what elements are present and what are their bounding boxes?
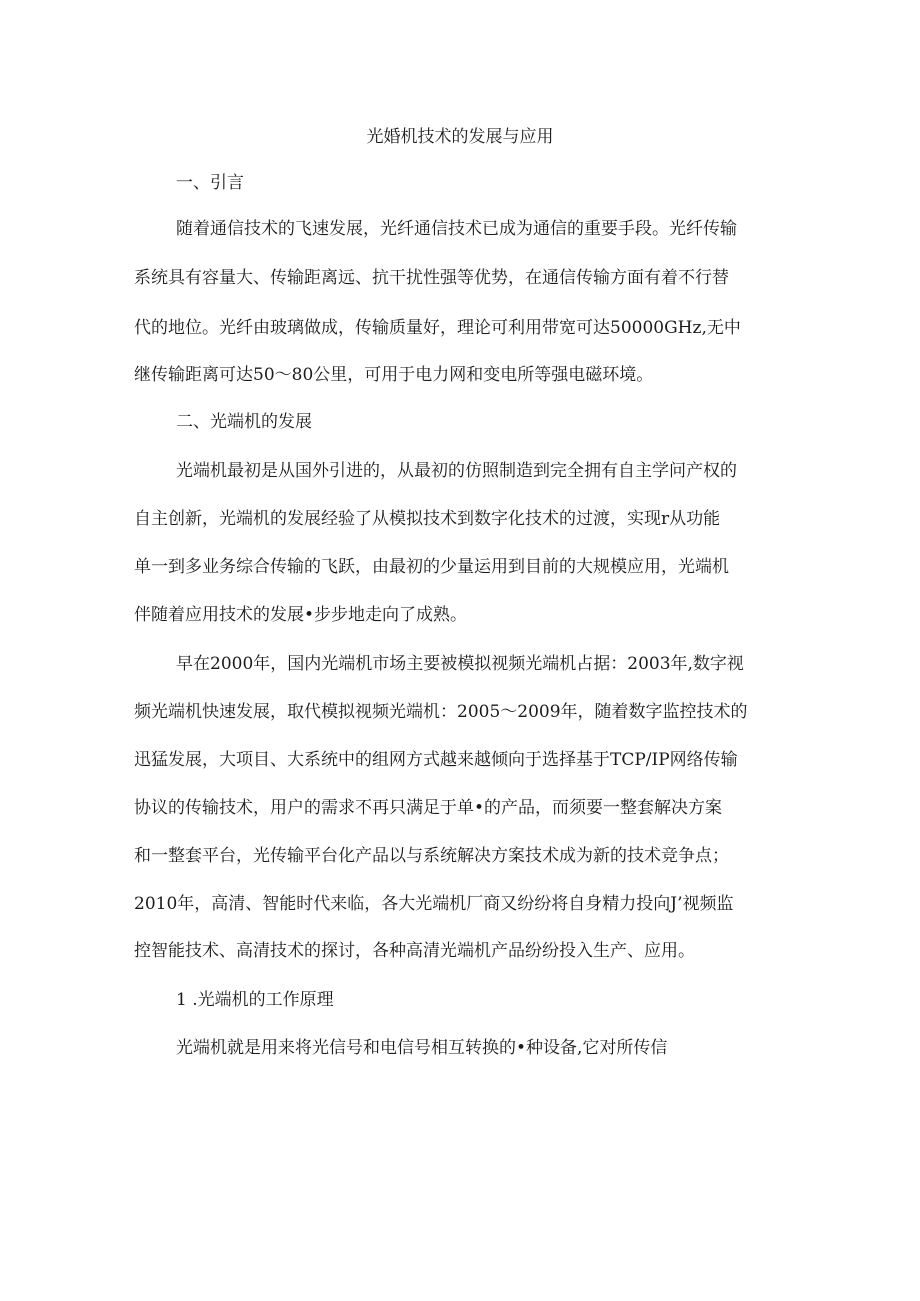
paragraph-line: 2010年，高清、智能时代来临，各大光端机厂商又纷纷将自身精力投向J’视频监 bbox=[134, 894, 734, 914]
paragraph-line: 伴随着应用技术的发展•步步地走向了成熟。 bbox=[134, 605, 468, 625]
subsection-heading-working-principle: 1 .光端机的工作原理 bbox=[176, 990, 334, 1010]
paragraph-line: 随着通信技术的飞速发展，光纤通信技术已成为通信的重要手段。光纤传输 bbox=[176, 219, 737, 239]
paragraph-line: 单一到多业务综合传输的飞跃，由最初的少量运用到目前的大规模应用，光端机 bbox=[134, 557, 729, 577]
document-title: 光婚机技术的发展与应用 bbox=[366, 127, 554, 147]
section-heading-introduction: 一、引言 bbox=[176, 173, 244, 193]
section-heading-development: 二、光端机的发展 bbox=[176, 412, 312, 432]
paragraph-line: 迅猛发展，大项目、大系统中的组网方式越来越倾向于选择基于TCP/IP网络传输 bbox=[134, 750, 738, 770]
paragraph-line: 频光端机快速发展，取代模拟视频光端机：2005～2009年，随着数字监控技术的 bbox=[134, 702, 748, 722]
paragraph-line: 和一整套平台，光传输平台化产品以与系统解决方案技术成为新的技术竞争点； bbox=[134, 846, 729, 866]
paragraph-line: 协议的传输技术，用户的需求不再只满足于单•的产品，而须要一整套解决方案 bbox=[134, 798, 723, 818]
paragraph-line: 光端机最初是从国外引进的，从最初的仿照制造到完全拥有自主学问产权的 bbox=[176, 461, 737, 481]
paragraph-line: 早在2000年，国内光端机市场主要被模拟视频光端机占据：2003年,数字视 bbox=[176, 654, 744, 674]
paragraph-line: 自主创新，光端机的发展经验了从模拟技术到数字化技术的过渡，实现r从功能 bbox=[134, 509, 721, 529]
paragraph-line: 继传输距离可达50～80公里，可用于电力网和变电所等强电磁环境。 bbox=[134, 365, 654, 385]
paragraph-line: 系统具有容量大、传输距离远、抗干扰性强等优势，在通信传输方面有着不行替 bbox=[134, 268, 729, 288]
paragraph-line: 光端机就是用来将光信号和电信号相互转换的•种设备,它对所传信 bbox=[176, 1038, 668, 1058]
paragraph-line: 控智能技术、高清技术的探讨，各种高清光端机产品纷纷投入生产、应用。 bbox=[134, 941, 695, 961]
paragraph-line: 代的地位。光纤由玻璃做成，传输质量好，理论可利用带宽可达50000GHz,无中 bbox=[134, 318, 741, 338]
